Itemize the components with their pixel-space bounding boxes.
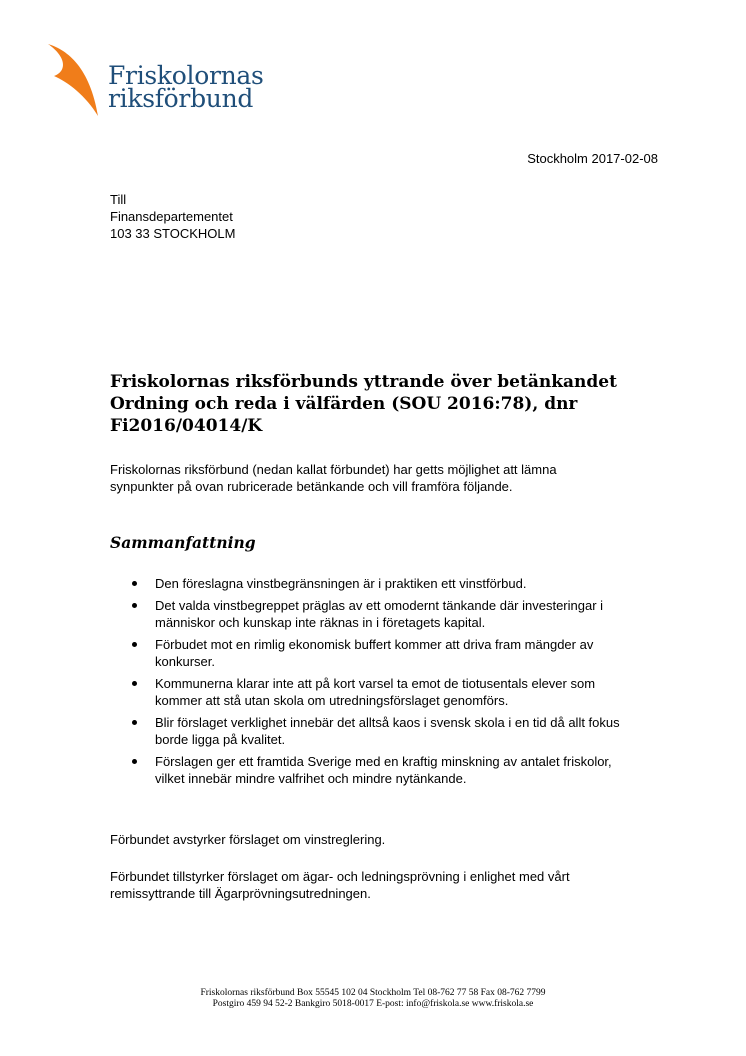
- bullet-icon: [132, 681, 137, 686]
- paragraph-line: remissyttrande till Ägarprövningsutredningen.: [110, 886, 371, 901]
- list-item: Det valda vinstbegreppet präglas av ett omodernt tänkande där investeringar i människor och kunskap inte räknas in i företagets kapital.: [110, 597, 670, 631]
- organization-logo: [46, 40, 276, 120]
- bullet-icon: [132, 759, 137, 764]
- paragraph-tillstyrker: [110, 868, 570, 902]
- list-item: Förbudet mot en rimlig ekonomisk buffert kommer att driva fram mängder av konkurser.: [110, 636, 670, 670]
- logo-text: [108, 61, 264, 113]
- address-line: Finansdepartementet: [110, 209, 233, 224]
- section-heading: Sammanfattning: [110, 533, 256, 552]
- title-line: Fi2016/04014/K: [110, 416, 263, 436]
- logo-line-1: Friskolornas: [108, 61, 264, 90]
- logo-line-2: riksförbund: [108, 84, 254, 113]
- recipient-address: [110, 191, 235, 242]
- page-footer: [0, 988, 746, 1010]
- intro-line: Friskolornas riksförbund (nedan kallat förbundet) har getts möjlighet att lämna: [110, 462, 557, 477]
- bullet-icon: [132, 642, 137, 647]
- list-item: Blir förslaget verklighet innebär det alltså kaos i svensk skola i en tid då allt fokus borde ligga på kvalitet.: [110, 714, 670, 748]
- sail-icon: [46, 42, 108, 120]
- footer-line: Friskolornas riksförbund Box 55545 102 04 Stockholm Tel 08-762 77 58 Fax 08-762 7799: [200, 988, 546, 998]
- intro-paragraph: [110, 461, 650, 495]
- list-item: Kommunerna klarar inte att på kort varsel ta emot de tiotusentals elever som kommer att stå utan skola om utredningsförslaget genomförs.: [110, 675, 670, 709]
- footer-line: Postgiro 459 94 52-2 Bankgiro 5018-0017 E-post: info@friskola.se www.friskola.se: [212, 999, 534, 1009]
- title-line: Ordning och reda i välfärden (SOU 2016:78), dnr: [110, 394, 578, 414]
- address-line: Till: [110, 192, 127, 207]
- bullet-icon: [132, 720, 137, 725]
- address-line: 103 33 STOCKHOLM: [110, 226, 236, 241]
- bullet-icon: [132, 581, 137, 586]
- paragraph-avstyrker: Förbundet avstyrker förslaget om vinstreglering.: [110, 832, 386, 847]
- list-item: Den föreslagna vinstbegränsningen är i praktiken ett vinstförbud.: [110, 575, 670, 592]
- bullet-icon: [132, 603, 137, 608]
- title-line: Friskolornas riksförbunds yttrande över betänkandet: [110, 372, 617, 392]
- intro-line: synpunkter på ovan rubricerade betänkande och vill framföra följande.: [110, 479, 513, 494]
- list-item: Förslagen ger ett framtida Sverige med en kraftig minskning av antalet friskolor, vilket innebär mindre valfrihet och mindre nytänkande.: [110, 753, 670, 787]
- summary-list: [110, 575, 670, 792]
- paragraph-line: Förbundet tillstyrker förslaget om ägar- och ledningsprövning i enlighet med vårt: [110, 869, 570, 884]
- letter-date: Stockholm 2017-02-08: [527, 151, 658, 166]
- document-title: [110, 371, 650, 437]
